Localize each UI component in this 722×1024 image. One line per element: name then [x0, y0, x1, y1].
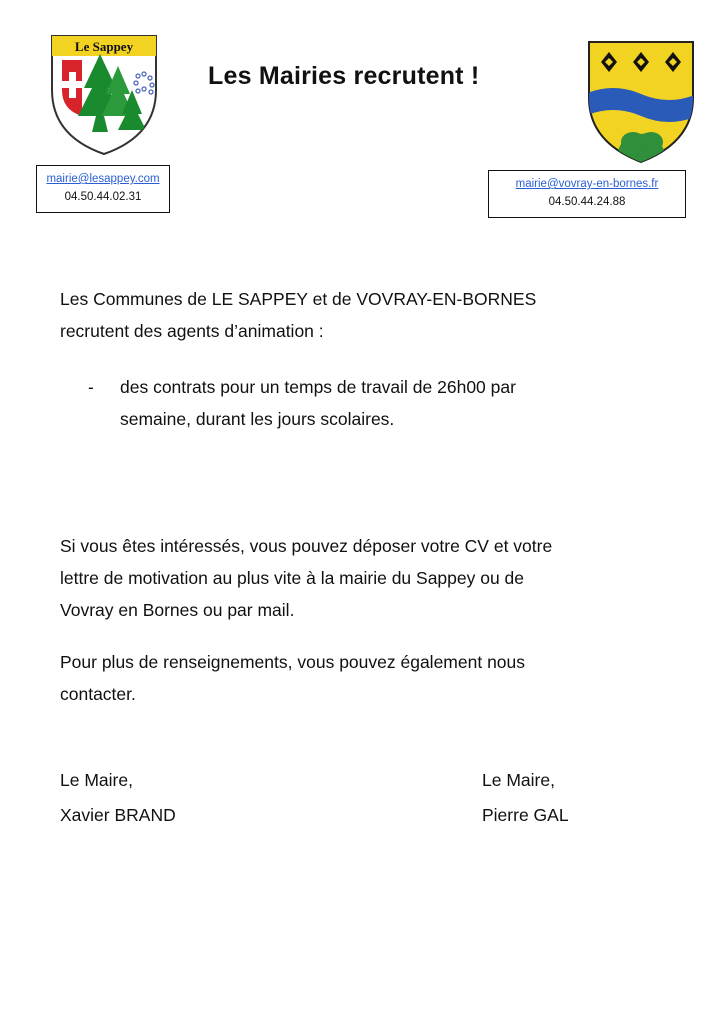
application-line-2: lettre de motivation au plus vite à la mairie du Sappey ou de — [60, 568, 525, 588]
signature-left-name: Xavier BRAND — [60, 805, 176, 825]
intro-paragraph — [60, 283, 660, 347]
signature-right — [482, 763, 569, 833]
vovray-crest — [585, 38, 697, 166]
signature-left-role: Le Maire, — [60, 770, 133, 790]
intro-line-1: Les Communes de LE SAPPEY et de VOVRAY-EN-BORNES — [60, 289, 537, 309]
vovray-email-link[interactable]: mairie@vovray-en-bornes.fr — [515, 178, 659, 190]
le-sappey-banner-text: Le Sappey — [74, 39, 134, 54]
signature-right-role: Le Maire, — [482, 770, 555, 790]
le-sappey-phone: 04.50.44.02.31 — [64, 191, 142, 203]
info-line-1: Pour plus de renseignements, vous pouvez également nous — [60, 652, 526, 672]
list-item — [120, 371, 680, 435]
list-bullet-dash: - — [88, 377, 94, 397]
info-line-2: contacter. — [60, 684, 136, 704]
le-sappey-crest — [48, 32, 160, 158]
signature-right-name: Pierre GAL — [482, 805, 569, 825]
intro-line-2: recrutent des agents d’animation : — [60, 321, 324, 341]
vovray-contact-box — [488, 170, 686, 218]
page-title: Les Mairies recrutent ! — [208, 62, 480, 90]
list-line-2: semaine, durant les jours scolaires. — [120, 409, 395, 429]
application-paragraph — [60, 530, 685, 626]
application-line-1: Si vous êtes intéressés, vous pouvez déposer votre CV et votre — [60, 536, 553, 556]
le-sappey-email-link[interactable]: mairie@lesappey.com — [46, 173, 160, 185]
list-line-1: des contrats pour un temps de travail de 26h00 par — [120, 377, 516, 397]
vovray-phone: 04.50.44.24.88 — [548, 196, 626, 208]
le-sappey-contact-box — [36, 165, 170, 213]
application-line-3: Vovray en Bornes ou par mail. — [60, 600, 295, 620]
info-paragraph — [60, 646, 660, 710]
signature-left — [60, 763, 176, 833]
